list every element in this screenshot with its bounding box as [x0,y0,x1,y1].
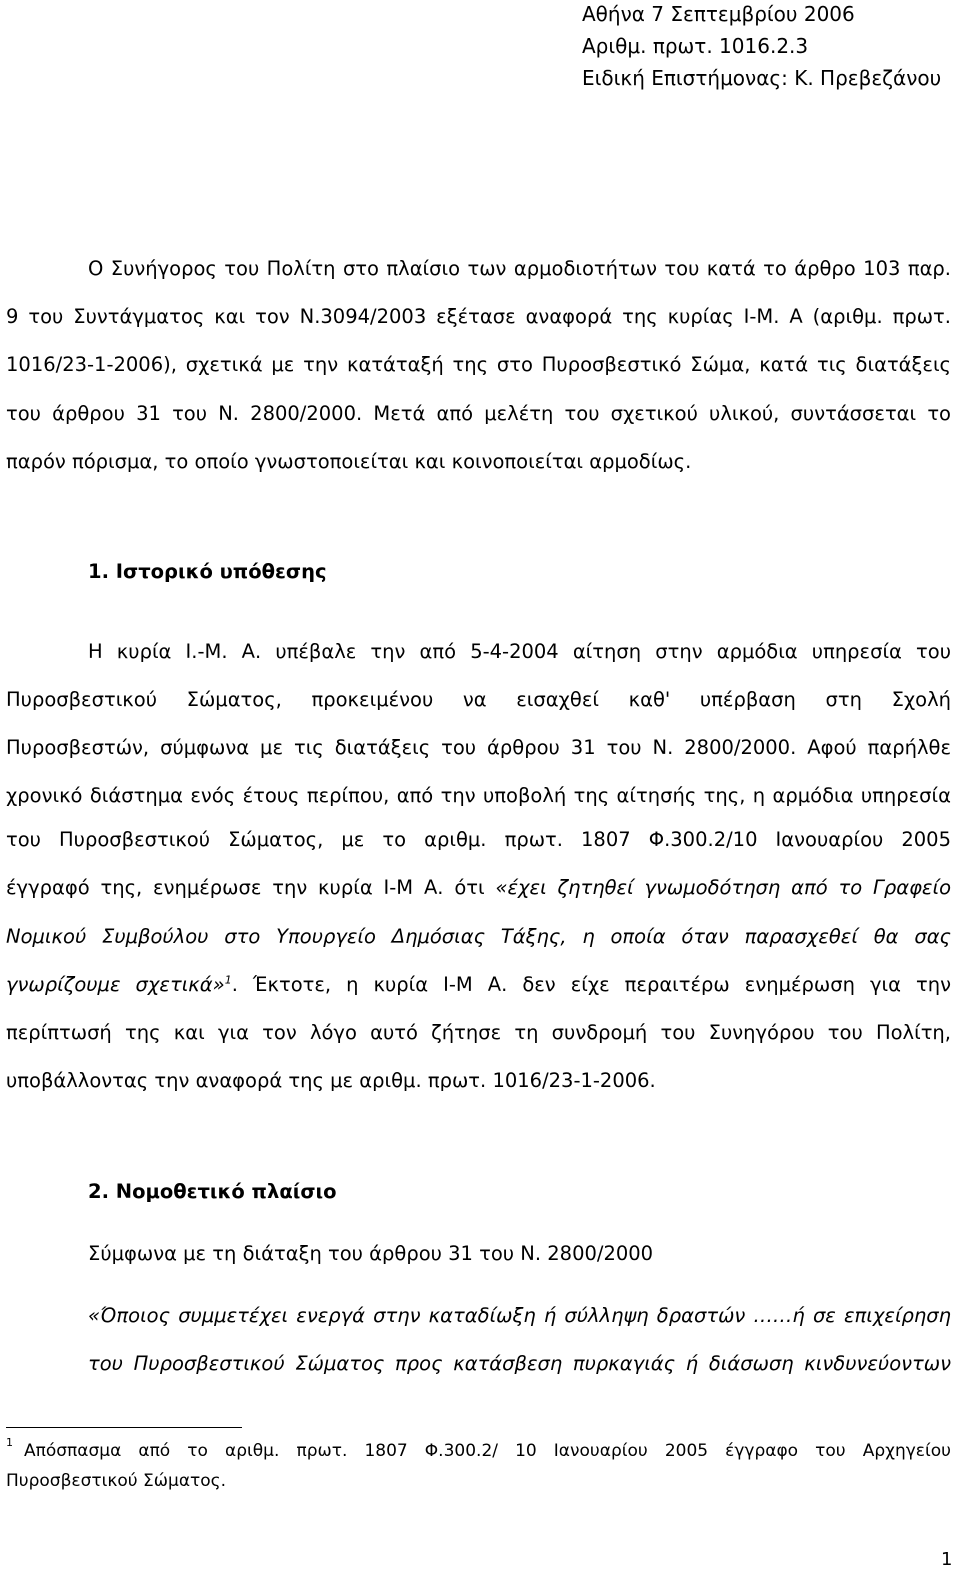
intro-line-5: παρόν πόρισμα, το οποίο γνωστοποιείται και κοινοποιείται αρμοδίως. [6,450,692,473]
section1-line-6-prefix: έγγραφό της, ενημέρωσε την κυρία Ι-Μ Α. ότι [6,876,496,899]
section1-heading: 1. Ιστορικό υπόθεσης [88,560,327,583]
section1-line-7: Νομικού Συμβούλου στο Υπουργείο Δημόσιας Τάξης, η οποία όταν παρασχεθεί θα σας [6,925,951,948]
section1-line-3: Πυροσβεστών, σύμφωνα με τις διατάξεις του άρθρου 31 του Ν. 2800/2000. Αφού παρήλθε [6,736,951,759]
section2-quote-line-1: «Όποιος συμμετέχει ενεργά στην καταδίωξη ή σύλληψη δραστών ……ή σε επιχείρηση [88,1304,951,1327]
section1-line-6-quote: «έχει ζητηθεί γνωμοδότηση από το Γραφείο [495,876,951,899]
header-date: Αθήνα 7 Σεπτεμβρίου 2006 [582,2,855,26]
section2-lead: Σύμφωνα με τη διάταξη του άρθρου 31 του Ν. 2800/2000 [88,1242,654,1265]
footnote-separator [6,1427,242,1428]
section1-line-8 [6,973,951,997]
section1-line-9: περίπτωσή της και για τον λόγο αυτό ζήτησε τη συνδρομή του Συνηγόρου του Πολίτη, [6,1021,951,1044]
footnote-reference[interactable]: 1 [224,973,232,987]
footnote-line-1: Απόσπασμα από το αριθμ. πρωτ. 1807 Φ.300.2/ 10 Ιανουαρίου 2005 έγγραφο του Αρχηγείου [24,1441,951,1461]
header-protocol: Αριθμ. πρωτ. 1016.2.3 [582,34,809,58]
section1-line-10: υποβάλλοντας την αναφορά της με αριθμ. πρωτ. 1016/23-1-2006. [6,1069,656,1092]
section1-line-1: Η κυρία Ι.-Μ. Α. υπέβαλε την από 5-4-2004 αίτηση στην αρμόδια υπηρεσία του [88,640,951,663]
intro-line-4: του άρθρου 31 του Ν. 2800/2000. Μετά από μελέτη του σχετικού υλικού, συντάσσεται το [6,402,951,425]
section1-line-5: του Πυροσβεστικού Σώματος, με το αριθμ. πρωτ. 1807 Φ.300.2/10 Ιανουαρίου 2005 [6,828,951,851]
section1-line-8-rest: . Έκτοτε, η κυρία Ι-Μ Α. δεν είχε περαιτέρω ενημέρωση για την [231,973,951,996]
section1-line-8-quote: γνωρίζουμε σχετικά» [6,973,225,996]
section2-heading: 2. Νομοθετικό πλαίσιο [88,1180,337,1203]
intro-line-2: 9 του Συντάγματος και τον Ν.3094/2003 εξέτασε αναφορά της κυρίας Ι-Μ. Α (αριθμ. πρωτ. [6,305,951,328]
section1-line-6 [6,876,951,900]
section2-quote-line-2: του Πυροσβεστικού Σώματος προς κατάσβεση πυρκαγιάς ή διάσωση κινδυνεύοντων [88,1352,951,1375]
intro-line-1: Ο Συνήγορος του Πολίτη στο πλαίσιο των αρμοδιοτήτων του κατά το άρθρο 103 παρ. [88,257,951,280]
section1-line-4: χρονικό διάστημα ενός έτους περίπου, από την υποβολή της αίτησής της, η αρμόδια υπηρεσία [6,784,951,807]
section1-line-2: Πυροσβεστικού Σώματος, προκειμένου να εισαχθεί καθ' υπέρβαση στη Σχολή [6,688,951,711]
header-specialist: Ειδική Επιστήμονας: Κ. Πρεβεζάνου [582,66,942,90]
footnote-number: 1 [6,1436,13,1449]
footnote-line-2: Πυροσβεστικού Σώματος. [6,1471,227,1491]
page-number: 1 [941,1549,953,1570]
intro-line-3: 1016/23-1-2006), σχετικά με την κατάταξή της στο Πυροσβεστικό Σώμα, κατά τις διατάξεις [6,353,951,376]
